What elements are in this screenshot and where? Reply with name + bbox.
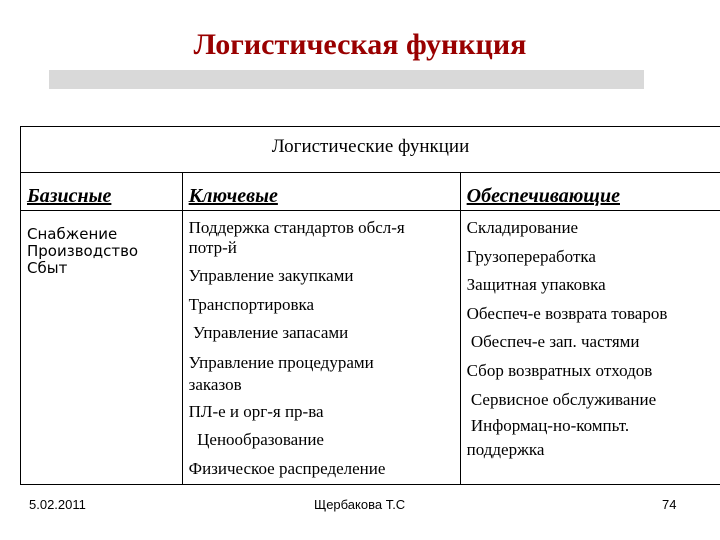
- column-header-key: Ключевые: [182, 173, 460, 211]
- list-item: потр-й: [188, 238, 237, 257]
- list-item: Физическое распределение: [188, 458, 386, 478]
- list-item: Сервисное обслуживание: [466, 389, 657, 409]
- basic-functions-cell: [21, 211, 183, 485]
- list-item: ПЛ-е и орг-я пр-ва: [188, 401, 324, 421]
- list-item: Снабжение: [27, 225, 118, 243]
- list-item: Грузопереработка: [466, 246, 596, 266]
- footer-page-number: 74: [662, 497, 677, 512]
- footer-date: 5.02.2011: [29, 497, 86, 512]
- support-functions-cell: [460, 211, 720, 485]
- list-item: Обеспеч-е зап. частями: [466, 332, 640, 352]
- list-item: заказов: [188, 374, 242, 394]
- footer-author: Щербакова Т.С: [314, 497, 406, 512]
- key-functions-cell: [182, 211, 460, 485]
- list-item: Складирование: [466, 218, 579, 237]
- list-item: Транспортировка: [188, 294, 315, 314]
- list-item: Обеспеч-е возврата товаров: [466, 303, 668, 323]
- list-item: Управление запасами: [188, 323, 349, 343]
- list-item: Ценообразование: [188, 430, 324, 450]
- column-header-basic: Базисные: [21, 173, 183, 211]
- list-item: Сбыт: [27, 259, 68, 277]
- list-item: Производство: [27, 242, 139, 260]
- table-header: Логистические функции: [21, 127, 720, 173]
- list-item: Защитная упаковка: [466, 275, 606, 295]
- list-item: Управление закупками: [188, 266, 354, 285]
- list-item: Информац-но-компьт.: [466, 416, 630, 436]
- list-item: Сбор возвратных отходов: [466, 360, 653, 380]
- list-item: Поддержка стандартов обсл-я: [188, 218, 405, 237]
- list-item: поддержка: [466, 440, 545, 460]
- column-header-support: Обеспечивающие: [460, 173, 720, 211]
- title-underline-bar: [49, 70, 644, 89]
- logistics-functions-table: [20, 126, 720, 485]
- list-item: Управление процедурами: [188, 352, 374, 372]
- slide-title: Логистическая функция: [193, 28, 527, 61]
